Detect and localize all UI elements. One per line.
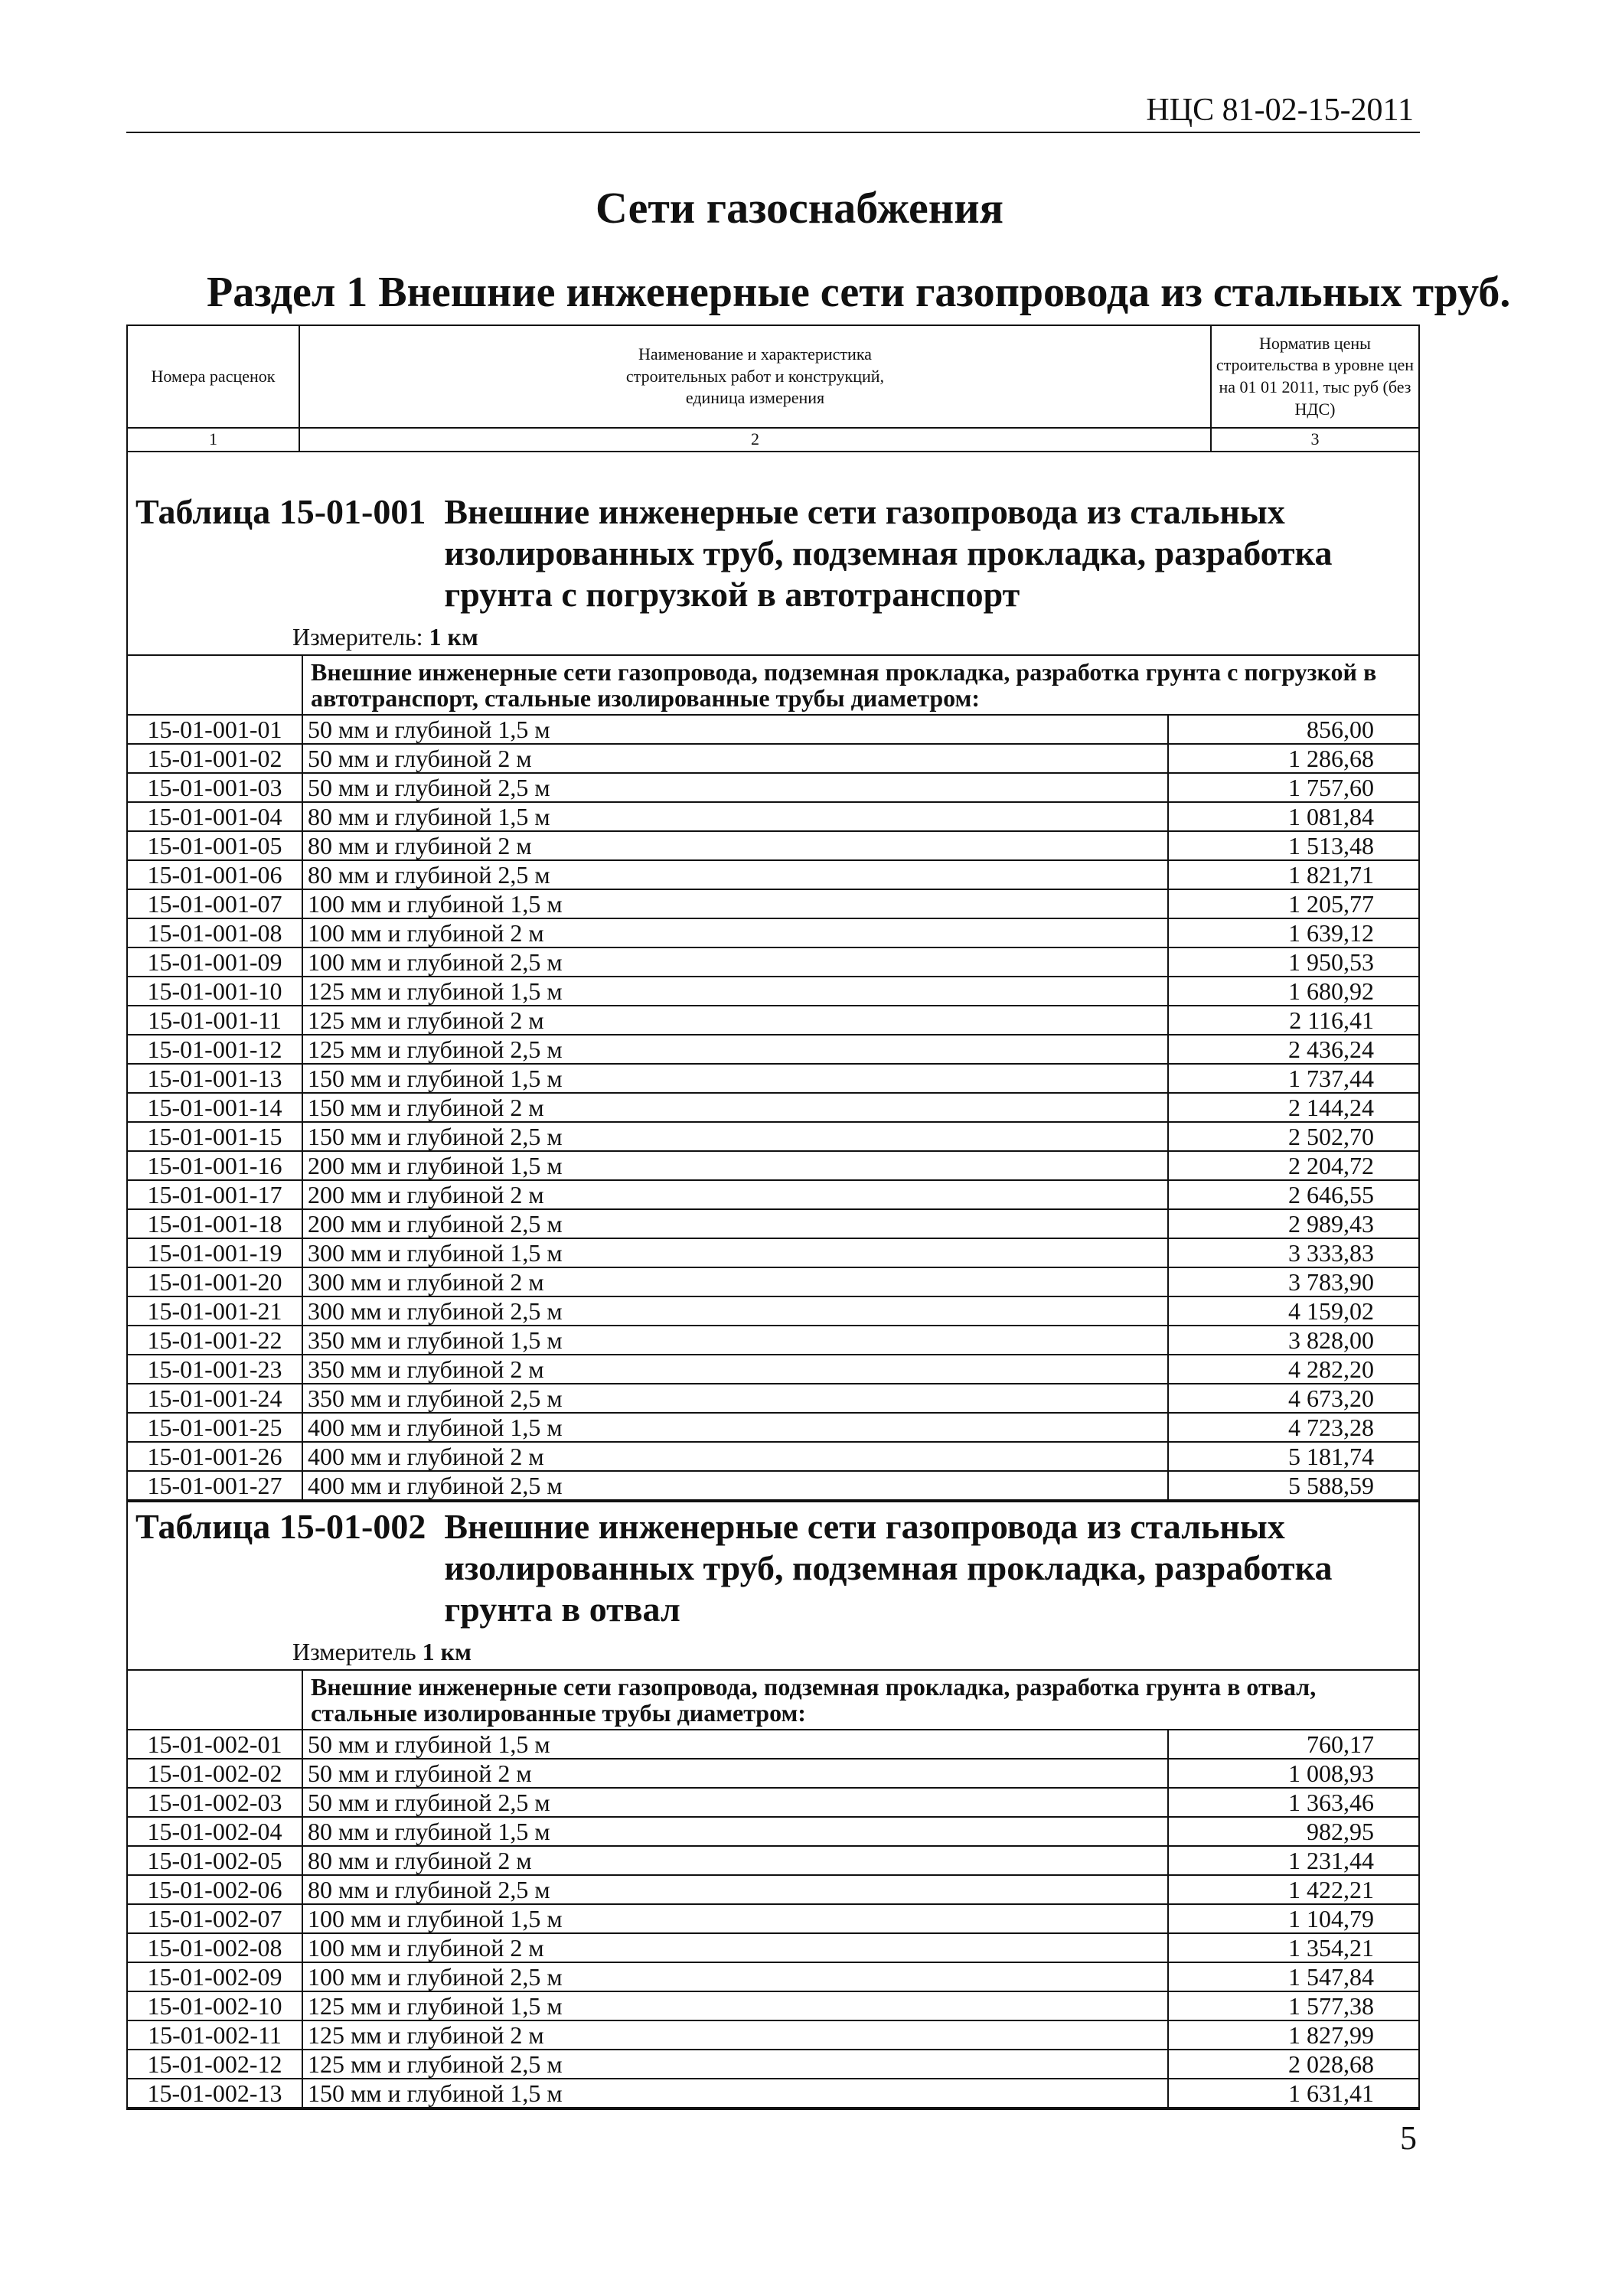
work-name-cell: 100 мм и глубиной 1,5 м xyxy=(302,889,1168,918)
price-cell: 3 783,90 xyxy=(1168,1267,1418,1296)
price-cell: 2 204,72 xyxy=(1168,1151,1418,1180)
work-name-cell: 125 мм и глубиной 2 м xyxy=(302,1006,1168,1035)
price-cell: 1 757,60 xyxy=(1168,773,1418,802)
rate-code-cell: 15-01-001-04 xyxy=(128,802,302,831)
price-cell: 1 547,84 xyxy=(1168,1962,1418,1991)
work-name-cell: 300 мм и глубиной 2 м xyxy=(302,1267,1168,1296)
work-name-cell: 125 мм и глубиной 1,5 м xyxy=(302,977,1168,1006)
rate-code-cell: 15-01-001-17 xyxy=(128,1180,302,1209)
table-caption xyxy=(128,448,1418,615)
work-name-cell: 150 мм и глубиной 2 м xyxy=(302,1093,1168,1122)
rate-code-cell: 15-01-002-12 xyxy=(128,2050,302,2079)
table-row xyxy=(128,1846,1418,1875)
rate-code-cell: 15-01-001-01 xyxy=(128,715,302,744)
price-cell: 1 363,46 xyxy=(1168,1788,1418,1817)
rate-code-cell: 15-01-001-12 xyxy=(128,1035,302,1064)
price-cell: 1 513,48 xyxy=(1168,831,1418,860)
work-name-cell: 50 мм и глубиной 2 м xyxy=(302,1759,1168,1788)
rate-code-cell: 15-01-001-15 xyxy=(128,1122,302,1151)
price-cell: 4 282,20 xyxy=(1168,1355,1418,1384)
table-row xyxy=(128,1238,1418,1267)
price-cell: 2 116,41 xyxy=(1168,1006,1418,1035)
work-name-cell: 50 мм и глубиной 2,5 м xyxy=(302,1788,1168,1817)
price-cell: 1 680,92 xyxy=(1168,977,1418,1006)
rate-code-cell: 15-01-001-19 xyxy=(128,1238,302,1267)
price-cell: 1 737,44 xyxy=(1168,1064,1418,1093)
table-row xyxy=(128,1151,1418,1180)
price-cell: 1 631,41 xyxy=(1168,2079,1418,2108)
table-row xyxy=(128,1759,1418,1788)
work-name-cell: 200 мм и глубиной 2 м xyxy=(302,1180,1168,1209)
work-name-cell: 50 мм и глубиной 2,5 м xyxy=(302,773,1168,802)
price-cell: 1 008,93 xyxy=(1168,1759,1418,1788)
work-name-cell: 125 мм и глубиной 2 м xyxy=(302,2020,1168,2050)
rates-table xyxy=(128,1671,1418,2108)
rate-code-cell: 15-01-002-11 xyxy=(128,2020,302,2050)
table-code: Таблица 15-01-001 xyxy=(135,492,426,531)
table-row xyxy=(128,1413,1418,1442)
work-name-cell: 300 мм и глубиной 1,5 м xyxy=(302,1238,1168,1267)
work-name-cell: 100 мм и глубиной 1,5 м xyxy=(302,1904,1168,1933)
price-cell: 1 821,71 xyxy=(1168,860,1418,889)
work-name-cell: 80 мм и глубиной 1,5 м xyxy=(302,1817,1168,1846)
price-cell: 5 588,59 xyxy=(1168,1471,1418,1500)
price-cell: 3 828,00 xyxy=(1168,1326,1418,1355)
rate-code-cell: 15-01-002-06 xyxy=(128,1875,302,1904)
work-name-cell: 80 мм и глубиной 2,5 м xyxy=(302,860,1168,889)
work-name-cell: 400 мм и глубиной 1,5 м xyxy=(302,1413,1168,1442)
rate-code-cell: 15-01-002-10 xyxy=(128,1991,302,2020)
table-row xyxy=(128,1384,1418,1413)
rate-code-cell: 15-01-001-13 xyxy=(128,1064,302,1093)
price-cell: 1 286,68 xyxy=(1168,744,1418,773)
table-row xyxy=(128,1355,1418,1384)
price-cell: 1 354,21 xyxy=(1168,1933,1418,1962)
work-name-cell: 50 мм и глубиной 1,5 м xyxy=(302,1730,1168,1759)
section-heading: Раздел 1 Внешние инженерные сети газопровода из стальных труб. xyxy=(207,269,1511,316)
work-name-cell: 350 мм и глубиной 1,5 м xyxy=(302,1326,1168,1355)
document-code: НЦС 81-02-15-2011 xyxy=(1146,93,1414,128)
price-cell: 1 577,38 xyxy=(1168,1991,1418,2020)
table-row xyxy=(128,1991,1418,2020)
table-row xyxy=(128,977,1418,1006)
table-15-01-002 xyxy=(126,1486,1420,2110)
price-cell: 1 950,53 xyxy=(1168,947,1418,977)
work-name-cell: 150 мм и глубиной 2,5 м xyxy=(302,1122,1168,1151)
header-num-1: 1 xyxy=(127,428,299,452)
group-code-cell xyxy=(128,1671,302,1730)
rates-table xyxy=(128,656,1418,1501)
table-row xyxy=(128,1064,1418,1093)
price-cell: 5 181,74 xyxy=(1168,1442,1418,1471)
price-cell: 856,00 xyxy=(1168,715,1418,744)
work-name-cell: 80 мм и глубиной 2,5 м xyxy=(302,1875,1168,1904)
price-cell: 1 639,12 xyxy=(1168,918,1418,947)
table-title: Внешние инженерные сети газопровода из стальных изолированных труб, подземная прокладка, разработка грунта в отвал xyxy=(444,1507,1333,1629)
work-name-cell: 400 мм и глубиной 2,5 м xyxy=(302,1471,1168,1500)
price-cell: 4 723,28 xyxy=(1168,1413,1418,1442)
rate-code-cell: 15-01-001-03 xyxy=(128,773,302,802)
group-description: Внешние инженерные сети газопровода, подземная прокладка, разработка грунта в отвал, стальные изолированные трубы диаметром: xyxy=(302,1671,1418,1730)
rate-code-cell: 15-01-002-04 xyxy=(128,1817,302,1846)
price-cell: 2 436,24 xyxy=(1168,1035,1418,1064)
work-name-cell: 80 мм и глубиной 2 м xyxy=(302,831,1168,860)
table-row xyxy=(128,744,1418,773)
rate-code-cell: 15-01-002-07 xyxy=(128,1904,302,1933)
price-cell: 1 231,44 xyxy=(1168,1846,1418,1875)
rate-code-cell: 15-01-001-24 xyxy=(128,1384,302,1413)
work-name-cell: 150 мм и глубиной 1,5 м xyxy=(302,2079,1168,2108)
work-name-cell: 150 мм и глубиной 1,5 м xyxy=(302,1064,1168,1093)
measure-unit: Измеритель: 1 км xyxy=(128,615,1418,656)
rate-code-cell: 15-01-001-25 xyxy=(128,1413,302,1442)
header-col-name: Наименование и характеристика строительных работ и конструкций, единица измерения xyxy=(299,325,1211,428)
price-cell: 1 081,84 xyxy=(1168,802,1418,831)
header-num-2: 2 xyxy=(299,428,1211,452)
rate-code-cell: 15-01-001-05 xyxy=(128,831,302,860)
rate-code-cell: 15-01-002-13 xyxy=(128,2079,302,2108)
header-num-3: 3 xyxy=(1211,428,1419,452)
rate-code-cell: 15-01-001-21 xyxy=(128,1296,302,1326)
work-name-cell: 100 мм и глубиной 2 м xyxy=(302,1933,1168,1962)
table-row xyxy=(128,1904,1418,1933)
table-row xyxy=(128,1035,1418,1064)
rate-code-cell: 15-01-001-07 xyxy=(128,889,302,918)
price-cell: 982,95 xyxy=(1168,1817,1418,1846)
price-cell: 4 159,02 xyxy=(1168,1296,1418,1326)
table-row xyxy=(128,1267,1418,1296)
rate-code-cell: 15-01-001-23 xyxy=(128,1355,302,1384)
rate-code-cell: 15-01-001-09 xyxy=(128,947,302,977)
table-row xyxy=(128,1730,1418,1759)
table-row xyxy=(128,947,1418,977)
work-name-cell: 300 мм и глубиной 2,5 м xyxy=(302,1296,1168,1326)
table-row xyxy=(128,1442,1418,1471)
rate-code-cell: 15-01-001-22 xyxy=(128,1326,302,1355)
price-cell: 2 989,43 xyxy=(1168,1209,1418,1238)
measure-unit: Измеритель 1 км xyxy=(128,1630,1418,1671)
rate-code-cell: 15-01-002-02 xyxy=(128,1759,302,1788)
table-row xyxy=(128,1122,1418,1151)
price-cell: 2 028,68 xyxy=(1168,2050,1418,2079)
table-row xyxy=(128,918,1418,947)
table-row xyxy=(128,1296,1418,1326)
table-row xyxy=(128,831,1418,860)
work-name-cell: 50 мм и глубиной 2 м xyxy=(302,744,1168,773)
table-caption xyxy=(128,1486,1418,1630)
rate-code-cell: 15-01-002-08 xyxy=(128,1933,302,1962)
price-cell: 1 104,79 xyxy=(1168,1904,1418,1933)
work-name-cell: 125 мм и глубиной 2,5 м xyxy=(302,2050,1168,2079)
work-name-cell: 400 мм и глубиной 2 м xyxy=(302,1442,1168,1471)
rate-code-cell: 15-01-002-09 xyxy=(128,1962,302,1991)
work-name-cell: 200 мм и глубиной 1,5 м xyxy=(302,1151,1168,1180)
price-cell: 2 144,24 xyxy=(1168,1093,1418,1122)
table-row xyxy=(128,1817,1418,1846)
work-name-cell: 125 мм и глубиной 1,5 м xyxy=(302,1991,1168,2020)
rate-code-cell: 15-01-001-26 xyxy=(128,1442,302,1471)
work-name-cell: 80 мм и глубиной 2 м xyxy=(302,1846,1168,1875)
work-name-cell: 350 мм и глубиной 2 м xyxy=(302,1355,1168,1384)
work-name-cell: 100 мм и глубиной 2,5 м xyxy=(302,947,1168,977)
table-row xyxy=(128,889,1418,918)
work-name-cell: 50 мм и глубиной 1,5 м xyxy=(302,715,1168,744)
header-col-codes: Номера расценок xyxy=(127,325,299,428)
table-row xyxy=(128,802,1418,831)
rate-code-cell: 15-01-001-11 xyxy=(128,1006,302,1035)
table-title: Внешние инженерные сети газопровода из стальных изолированных труб, подземная прокладка, разработка грунта с погрузкой в автотранспорт xyxy=(444,492,1333,614)
table-row xyxy=(128,2050,1418,2079)
group-code-cell xyxy=(128,656,302,715)
price-cell: 2 646,55 xyxy=(1168,1180,1418,1209)
price-cell: 1 422,21 xyxy=(1168,1875,1418,1904)
price-cell: 760,17 xyxy=(1168,1730,1418,1759)
table-15-01-001 xyxy=(126,448,1420,1502)
price-cell: 2 502,70 xyxy=(1168,1122,1418,1151)
work-name-cell: 125 мм и глубиной 2,5 м xyxy=(302,1035,1168,1064)
work-name-cell: 100 мм и глубиной 2 м xyxy=(302,918,1168,947)
table-code: Таблица 15-01-002 xyxy=(135,1507,426,1546)
table-row xyxy=(128,1093,1418,1122)
price-cell: 4 673,20 xyxy=(1168,1384,1418,1413)
table-row xyxy=(128,715,1418,744)
header-rule xyxy=(126,132,1420,133)
rate-code-cell: 15-01-001-20 xyxy=(128,1267,302,1296)
work-name-cell: 350 мм и глубиной 2,5 м xyxy=(302,1384,1168,1413)
rate-code-cell: 15-01-001-14 xyxy=(128,1093,302,1122)
table-row xyxy=(128,1209,1418,1238)
rate-code-cell: 15-01-002-05 xyxy=(128,1846,302,1875)
table-row xyxy=(128,2079,1418,2108)
rate-code-cell: 15-01-001-08 xyxy=(128,918,302,947)
column-header-table xyxy=(126,325,1420,452)
table-row xyxy=(128,1006,1418,1035)
group-description: Внешние инженерные сети газопровода, подземная прокладка, разработка грунта с погрузкой в автотранспорт, стальные изолированные трубы диаметром: xyxy=(302,656,1418,715)
table-row xyxy=(128,1180,1418,1209)
header-col-price: Норматив цены строительства в уровне цен на 01 01 2011, тыс руб (без НДС) xyxy=(1211,325,1419,428)
rate-code-cell: 15-01-001-06 xyxy=(128,860,302,889)
work-name-cell: 100 мм и глубиной 2,5 м xyxy=(302,1962,1168,1991)
rate-code-cell: 15-01-001-16 xyxy=(128,1151,302,1180)
page-title: Сети газоснабжения xyxy=(595,183,1004,233)
table-row xyxy=(128,2020,1418,2050)
work-name-cell: 80 мм и глубиной 1,5 м xyxy=(302,802,1168,831)
table-row xyxy=(128,773,1418,802)
table-row xyxy=(128,1326,1418,1355)
rate-code-cell: 15-01-001-18 xyxy=(128,1209,302,1238)
price-cell: 3 333,83 xyxy=(1168,1238,1418,1267)
table-row xyxy=(128,1875,1418,1904)
price-cell: 1 827,99 xyxy=(1168,2020,1418,2050)
price-cell: 1 205,77 xyxy=(1168,889,1418,918)
page-number: 5 xyxy=(1400,2119,1417,2157)
rate-code-cell: 15-01-001-02 xyxy=(128,744,302,773)
rate-code-cell: 15-01-001-27 xyxy=(128,1471,302,1500)
rate-code-cell: 15-01-001-10 xyxy=(128,977,302,1006)
work-name-cell: 200 мм и глубиной 2,5 м xyxy=(302,1209,1168,1238)
table-row xyxy=(128,860,1418,889)
rate-code-cell: 15-01-002-03 xyxy=(128,1788,302,1817)
rate-code-cell: 15-01-002-01 xyxy=(128,1730,302,1759)
table-row xyxy=(128,1962,1418,1991)
table-row xyxy=(128,1788,1418,1817)
table-row xyxy=(128,1933,1418,1962)
